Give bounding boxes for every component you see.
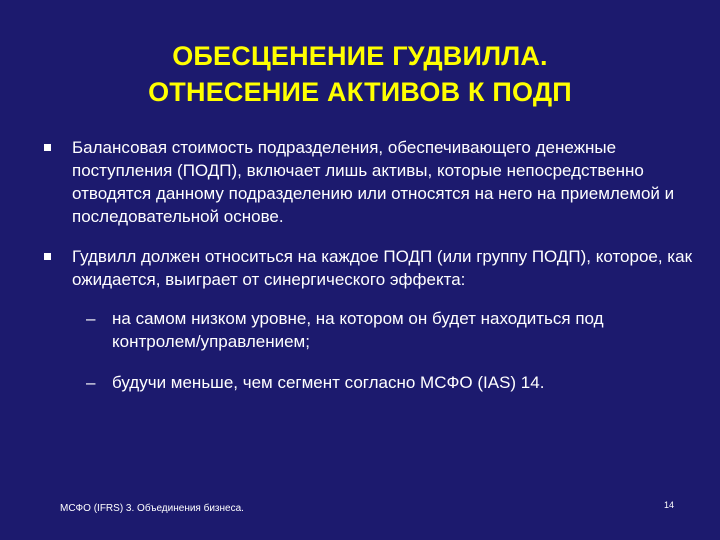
bullet-item (42, 245, 692, 394)
footer-text: МСФО (IFRS) 3. Объединения бизнеса. (60, 503, 244, 514)
sub-bullet-text: будучи меньше, чем сегмент согласно МСФО (IAS) 14. (112, 373, 545, 392)
bullet-text: Гудвилл должен относиться на каждое ПОДП (или группу ПОДП), которое, как ожидается, выиграет от синергического эффекта: (72, 247, 693, 289)
sub-bullet-item (72, 307, 692, 353)
title-line-1: ОБЕСЦЕНЕНИЕ ГУДВИЛЛА. (172, 41, 548, 71)
slide-title (0, 38, 720, 110)
sub-bullet-list (72, 307, 692, 394)
dash-bullet-icon: – (86, 373, 96, 392)
title-line-2: ОТНЕСЕНИЕ АКТИВОВ К ПОДП (148, 77, 572, 107)
square-bullet-icon (44, 253, 51, 260)
sub-bullet-text: на самом низком уровне, на котором он будет находиться под контролем/управлением; (112, 309, 604, 351)
bullet-item (42, 136, 692, 228)
dash-bullet-icon: – (86, 309, 96, 328)
sub-bullet-item (72, 371, 692, 394)
bullet-text: Балансовая стоимость подразделения, обеспечивающего денежные поступления (ПОДП), включает лишь активы, которые непосредственно отводятся данному подразделению или относятся на него на приемлемой и последовательной основе. (72, 138, 675, 226)
square-bullet-icon (44, 144, 51, 151)
bullet-list (42, 136, 692, 412)
page-number: 14 (664, 500, 675, 510)
